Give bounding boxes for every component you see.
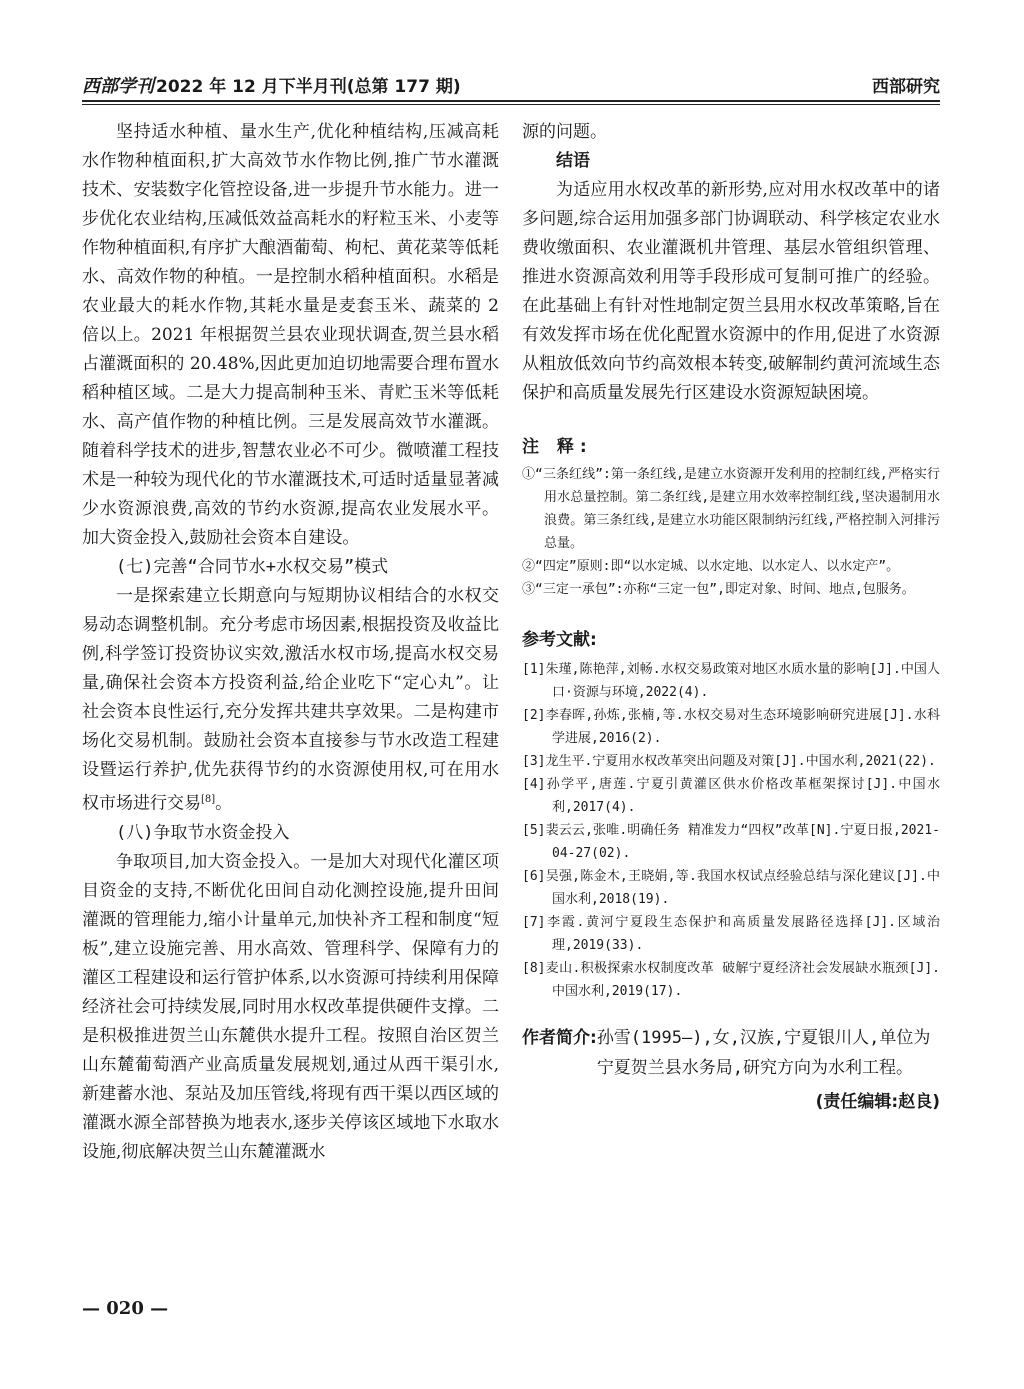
paragraph: 坚持适水种植、量水生产,优化种植结构,压减高耗水作物种植面积,扩大高效节水作物比例,推广节水灌溉技术、安装数字化管控设备,进一步提升节水能力。进一步优化农业结构,压减低效益高耗水的籽粒玉米、小麦等作物种植面积,有序扩大酿酒葡萄、枸杞、黄花菜等低耗水、高效作物的种植。一是控制水稻种植面积。水稻是农业最大的耗水作物,其耗水量是麦套玉米、蔬菜的 2 倍以上。2021 年根据贺兰县农业现状调查,贺兰县水稻占灌溉面积的 20.48%,因此更加迫切地需要合理布置水稻种植区域。二是大力提高制种玉米、青贮玉米等低耗水、高产值作物的种植比例。三是发展高效节水灌溉。随着科学技术的进步,智慧农业必不可少。微喷灌工程技术是一种较为现代化的节水灌溉技术,可适时适量显著减少水资源浪费,高效的节约水资源,提高农业发展水平。加大资金投入,鼓励社会资本自建设。 [82, 122, 499, 548]
header-rule-thin [82, 104, 940, 105]
editor-credit: (责任编辑:赵良) [815, 1092, 940, 1112]
author-label: 作者简介: [522, 1028, 597, 1048]
paragraph: 争取项目,加大资金投入。一是加大对现代化灌区项目资金的支持,不断优化田间自动化测控设施,提升田间灌溉的管理能力,缩小计量单元,加快补齐工程和制度“短板”,建立设施完善、用水高效、管理科学、保障有力的灌区工程建设和运行管护体系,以水资源可持续利用保障经济社会可持续发展,同时用水权改革提供硬件支撑。二是积极推进贺兰山东麓供水提升工程。按照自治区贺兰山东麓葡萄酒产业高质量发展规划,通过从西干渠引水,新建蓄水池、泵站及加压管线,将现有西干渠以西区域的灌溉水源全部替换为地表水,逐步关停该区域地下水取水设施,彻底解决贺兰山东麓灌溉水 [82, 851, 499, 1162]
subheading: (八)争取节水资金投入 [116, 822, 290, 843]
note-item: ②“四定”原则:即“以水定城、以水定地、以水定人、以水定产”。 [522, 559, 900, 574]
conclusion-paragraph: 为适应用水权改革的新形势,应对用水权改革中的诸多问题,综合运用加强多部门协调联动、科学核定农业水费收缴面积、农业灌溉机井管理、基层水管组织管理、推进水资源高效利用等手段形成可复制可推广的经验。在此基础上有针对性地制定贺兰县用水权改革策略,旨在有效发挥市场在优化配置水资源中的作用,促进了水资源从粗放低效向节约高效根本转变,破解制约黄河流域生态保护和高质量发展先行区建设水资源短缺困境。 [522, 180, 940, 403]
reference-item: [8]麦山.积极探索水权制度改革 破解宁夏经济社会发展缺水瓶颈[J].中国水利,2019(17). [522, 961, 940, 999]
reference-item: [3]龙生平.宁夏用水权改革突出问题及对策[J].中国水利,2021(22). [522, 754, 936, 769]
journal-issue [82, 72, 461, 98]
notes-heading: 注 释: [522, 437, 593, 457]
conclusion-heading: 结语 [556, 151, 590, 171]
note-item: ③“三定一承包”:亦称“三定一包”,即定对象、时间、地点,包服务。 [522, 582, 915, 597]
issue-text: 2022 年 12 月下半月刊(总第 177 期) [156, 77, 461, 97]
notes-list [522, 463, 940, 601]
section-name: 西部研究 [872, 77, 940, 97]
paragraph [82, 582, 499, 819]
left-column [82, 118, 499, 1167]
journal-logo: 西部学刊 [82, 76, 154, 97]
author-text: 孙雪(1995—),女,汉族,宁夏银川人,单位为宁夏贺兰县水务局,研究方向为水利工程。 [596, 1028, 931, 1078]
header-rule [82, 100, 940, 102]
reference-item: [4]孙学平,唐莲.宁夏引黄灌区供水价格改革框架探讨[J].中国水利,2017(4). [522, 777, 940, 815]
author-bio [522, 1023, 940, 1083]
reference-item: [1]朱瑾,陈艳萍,刘畅.水权交易政策对地区水质水量的影响[J].中国人口·资源与环境,2022(4). [522, 662, 940, 700]
references-heading: 参考文献: [522, 630, 597, 650]
paragraph-text: 一是探索建立长期意向与短期协议相结合的水权交易动态调整机制。充分考虑市场因素,根据投资及收益比例,科学签订投资协议实效,激活水权市场,提高水权交易量,确保社会资本方投资利益,给企业吃下“定心丸”。让社会资本良性运行,充分发挥共建共享效果。二是构建市场化交易机制。鼓励社会资本直接参与节水改造工程建设暨运行养护,优先获得节约的水资源使用权,可在用水权市场进行交易 [82, 586, 499, 814]
paragraph-end: 。 [215, 793, 233, 814]
reference-item: [6]吴强,陈金木,王晓娟,等.我国水权试点经验总结与深化建议[J].中国水利,2018(19). [522, 869, 940, 907]
references-list [522, 658, 940, 1003]
page-number: — 020 — [82, 1298, 169, 1319]
subheading: (七)完善“合同节水+水权交易”模式 [116, 557, 389, 577]
page-header [82, 72, 940, 100]
right-column [522, 118, 940, 1112]
paragraph: 源的问题。 [522, 122, 607, 142]
reference-item: [5]裴云云,张唯.明确任务 精准发力“四权”改革[N].宁夏日报,2021-04-27(02). [522, 823, 940, 861]
note-item: ①“三条红线”:第一条红线,是建立水资源开发利用的控制红线,严格实行用水总量控制。第二条红线,是建立用水效率控制红线,坚决遏制用水浪费。第三条红线,是建立水功能区限制纳污红线,严格控制入河排污总量。 [522, 467, 940, 551]
reference-item: [2]李春晖,孙炼,张楠,等.水权交易对生态环境影响研究进展[J].水科学进展,2016(2). [522, 708, 940, 746]
reference-item: [7]李霞.黄河宁夏段生态保护和高质量发展路径选择[J].区域治理,2019(33). [522, 915, 940, 953]
citation-mark: [8] [201, 794, 216, 805]
